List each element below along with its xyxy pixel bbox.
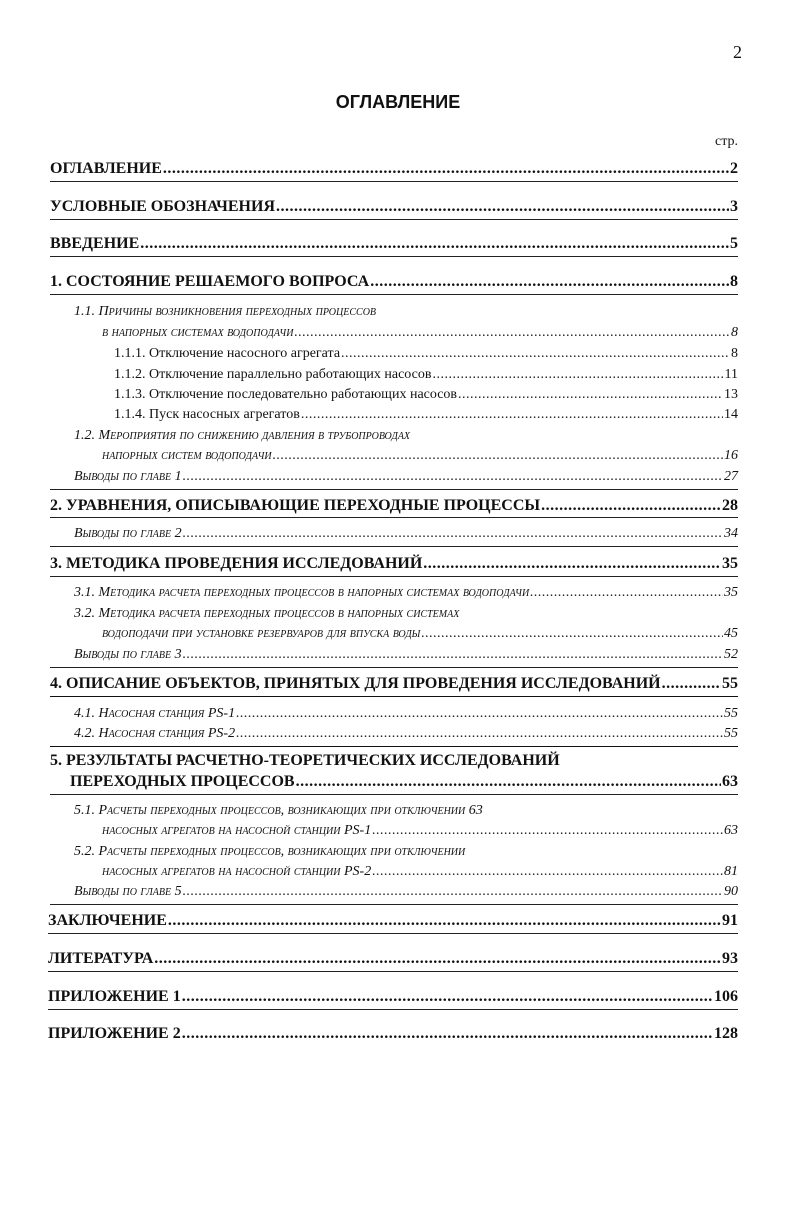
- toc-entry-text: 4.1. Насосная станция PS-1: [74, 706, 236, 721]
- toc-entry[interactable]: [74, 883, 738, 901]
- divider: [48, 1009, 738, 1010]
- toc-entry[interactable]: [114, 386, 738, 404]
- toc-entry-text: ОГЛАВЛЕНИЕ: [50, 160, 162, 177]
- toc-entry-page: 16: [724, 448, 738, 463]
- toc-entry-text: Выводы по главе 5: [74, 884, 182, 899]
- toc-leader: [140, 235, 729, 253]
- toc-entry[interactable]: [50, 273, 738, 291]
- toc-entry-page: 8: [731, 346, 738, 361]
- toc-entry-page: 5: [730, 235, 738, 252]
- toc-entry-text: 1. СОСТОЯНИЕ РЕШАЕМОГО ВОПРОСА: [50, 273, 370, 290]
- toc-entry[interactable]: [48, 1025, 738, 1043]
- toc-leader: [530, 584, 723, 602]
- toc-entry-text: насосных агрегатов на насосной станции PS-2: [102, 864, 372, 879]
- toc-entry-text: насосных агрегатов на насосной станции PS-1: [102, 823, 372, 838]
- divider: [50, 904, 738, 905]
- toc-entry[interactable]: [50, 235, 738, 253]
- toc-entry-page: 93: [722, 950, 738, 967]
- toc-entry[interactable]: [74, 646, 738, 664]
- toc-entry[interactable]: [48, 950, 738, 968]
- toc-entry-page: 52: [724, 647, 738, 662]
- toc-entry-page: 2: [730, 160, 738, 177]
- toc-entry[interactable]: [74, 447, 738, 465]
- toc-entry-text: 1.1.1. Отключение насосного агрегата: [114, 346, 341, 361]
- toc-entry-text: ПЕРЕХОДНЫХ ПРОЦЕССОВ: [70, 773, 295, 790]
- toc-entry-text: ЗАКЛЮЧЕНИЕ: [48, 912, 167, 929]
- divider: [50, 696, 738, 697]
- toc-entry-text[interactable]: 5.1. Расчеты переходных процессов, возникающих при отключении 63: [74, 803, 483, 818]
- divider: [50, 219, 738, 220]
- toc-entry-text: ВВЕДЕНИЕ: [50, 235, 140, 252]
- toc-leader: [154, 950, 721, 968]
- toc-leader: [458, 386, 723, 404]
- toc-entry-page: 13: [724, 387, 738, 402]
- toc-leader: [182, 988, 713, 1006]
- toc-entry-page: 3: [730, 198, 738, 215]
- toc-entry-text: 1.1.4. Пуск насосных агрегатов: [114, 407, 300, 422]
- toc-entry-text: напорных систем водоподачи: [102, 448, 272, 463]
- toc-leader: [273, 447, 723, 465]
- toc-leader: [183, 525, 723, 543]
- divider: [48, 971, 738, 972]
- divider: [50, 794, 738, 795]
- toc-entry-page: 35: [722, 555, 738, 572]
- divider: [50, 746, 738, 747]
- toc-entry-text: 3.1. Методика расчета переходных процессов в напорных системах водоподачи: [74, 585, 530, 600]
- toc-leader: [370, 273, 729, 291]
- toc-entry-page: 63: [722, 773, 738, 790]
- toc-leader: [341, 345, 730, 363]
- toc-leader: [183, 646, 723, 664]
- toc-entry-page: 45: [724, 626, 738, 641]
- toc-entry-text: ЛИТЕРАТУРА: [48, 950, 154, 967]
- toc-entry-text[interactable]: 3.2. Методика расчета переходных процессов в напорных системах: [74, 606, 460, 621]
- toc-entry[interactable]: [74, 822, 738, 840]
- toc-entry[interactable]: [74, 705, 738, 723]
- toc-entry[interactable]: [50, 198, 738, 216]
- toc-entry[interactable]: [50, 497, 738, 515]
- toc-entry-page: 11: [724, 367, 738, 382]
- toc-entry[interactable]: [74, 468, 738, 486]
- toc-entry[interactable]: [74, 625, 738, 643]
- toc-entry-text: 4.2. Насосная станция PS-2: [74, 726, 236, 741]
- toc-entry-page: 8: [731, 325, 738, 340]
- toc-entry-page: 55: [724, 706, 738, 721]
- toc-leader: [372, 822, 723, 840]
- divider: [50, 517, 738, 518]
- toc-entry[interactable]: [48, 988, 738, 1006]
- toc-leader: [432, 366, 723, 384]
- toc-leader: [372, 863, 723, 881]
- page-column-label: стр.: [714, 134, 738, 149]
- toc-entry-text: Выводы по главе 3: [74, 647, 182, 662]
- toc-entry-page: 63: [724, 823, 738, 838]
- toc-entry[interactable]: [50, 160, 738, 178]
- toc-entry-page: 106: [714, 988, 738, 1005]
- toc-entry-page: 8: [730, 273, 738, 290]
- toc-entry-text[interactable]: 5. РЕЗУЛЬТАТЫ РАСЧЕТНО-ТЕОРЕТИЧЕСКИХ ИССЛЕДОВАНИЙ: [50, 752, 560, 769]
- toc-entry[interactable]: [74, 584, 738, 602]
- toc-leader: [301, 406, 723, 424]
- toc-leader: [662, 675, 721, 693]
- toc-entry[interactable]: [50, 773, 738, 791]
- toc-entry-page: 55: [722, 675, 738, 692]
- toc-leader: [163, 160, 729, 178]
- toc-entry[interactable]: [74, 324, 738, 342]
- toc-entry-text: в напорных системах водоподачи: [102, 325, 294, 340]
- toc-entry-text[interactable]: 5.2. Расчеты переходных процессов, возникающих при отключении: [74, 844, 466, 859]
- toc-entry[interactable]: [114, 345, 738, 363]
- toc-entry-page: 35: [724, 585, 738, 600]
- toc-entry-page: 128: [714, 1025, 738, 1042]
- toc-leader: [423, 555, 721, 573]
- toc-entry-page: 81: [724, 864, 738, 879]
- toc-entry-text: водоподачи при установке резервуаров для впуска воды: [102, 626, 421, 641]
- toc-leader: [168, 912, 721, 930]
- toc-leader: [183, 883, 723, 901]
- toc-entry[interactable]: [114, 406, 738, 424]
- toc-leader: [236, 725, 723, 743]
- toc-entry-text: Выводы по главе 2: [74, 526, 182, 541]
- toc-leader: [183, 468, 723, 486]
- toc-entry-page: 34: [724, 526, 738, 541]
- divider: [50, 294, 738, 295]
- toc-leader: [182, 1025, 713, 1043]
- toc-leader: [296, 773, 721, 791]
- toc-leader: [294, 324, 730, 342]
- toc-leader: [276, 198, 729, 216]
- toc-entry-text: 1.1.3. Отключение последовательно работающих насосов: [114, 387, 458, 402]
- divider: [50, 181, 738, 182]
- toc-entry[interactable]: [74, 525, 738, 543]
- toc-entry[interactable]: [114, 366, 738, 384]
- toc-entry-page: 90: [724, 884, 738, 899]
- divider: [50, 546, 738, 547]
- toc-entry-page: 55: [724, 726, 738, 741]
- toc-entry-page: 27: [724, 469, 738, 484]
- toc-leader: [541, 497, 721, 515]
- toc-entry-text: УСЛОВНЫЕ ОБОЗНАЧЕНИЯ: [50, 198, 275, 215]
- divider: [50, 667, 738, 668]
- toc-entry[interactable]: [74, 725, 738, 743]
- toc-leader: [421, 625, 723, 643]
- toc-leader: [236, 705, 723, 723]
- toc-entry[interactable]: [74, 863, 738, 881]
- toc-entry-text: Выводы по главе 1: [74, 469, 182, 484]
- toc-entry[interactable]: [48, 912, 738, 930]
- toc-entry-text[interactable]: 1.1. Причины возникновения переходных процессов: [74, 304, 377, 319]
- divider: [50, 576, 738, 577]
- toc-entry-text: 3. МЕТОДИКА ПРОВЕДЕНИЯ ИССЛЕДОВАНИЙ: [50, 555, 423, 572]
- toc-entry-text[interactable]: 1.2. Мероприятия по снижению давления в трубопроводах: [74, 428, 411, 443]
- page-title: ОГЛАВЛЕНИЕ: [335, 92, 461, 112]
- divider: [48, 933, 738, 934]
- toc-entry-text: 1.1.2. Отключение параллельно работающих насосов: [114, 367, 432, 382]
- toc-entry-text: 4. ОПИСАНИЕ ОБЪЕКТОВ, ПРИНЯТЫХ ДЛЯ ПРОВЕДЕНИЯ ИССЛЕДОВАНИЙ: [50, 675, 661, 692]
- divider: [50, 256, 738, 257]
- page-number: 2: [733, 42, 742, 62]
- toc-entry-page: 28: [722, 497, 738, 514]
- toc-entry[interactable]: [50, 675, 738, 693]
- toc-entry[interactable]: [50, 555, 738, 573]
- toc-entry-text: ПРИЛОЖЕНИЕ 2: [48, 1025, 181, 1042]
- toc-entry-page: 91: [722, 912, 738, 929]
- divider: [50, 489, 738, 490]
- toc-entry-text: 2. УРАВНЕНИЯ, ОПИСЫВАЮЩИЕ ПЕРЕХОДНЫЕ ПРОЦЕССЫ: [50, 497, 541, 514]
- toc-entry-text: ПРИЛОЖЕНИЕ 1: [48, 988, 181, 1005]
- toc-entry-page: 14: [724, 407, 738, 422]
